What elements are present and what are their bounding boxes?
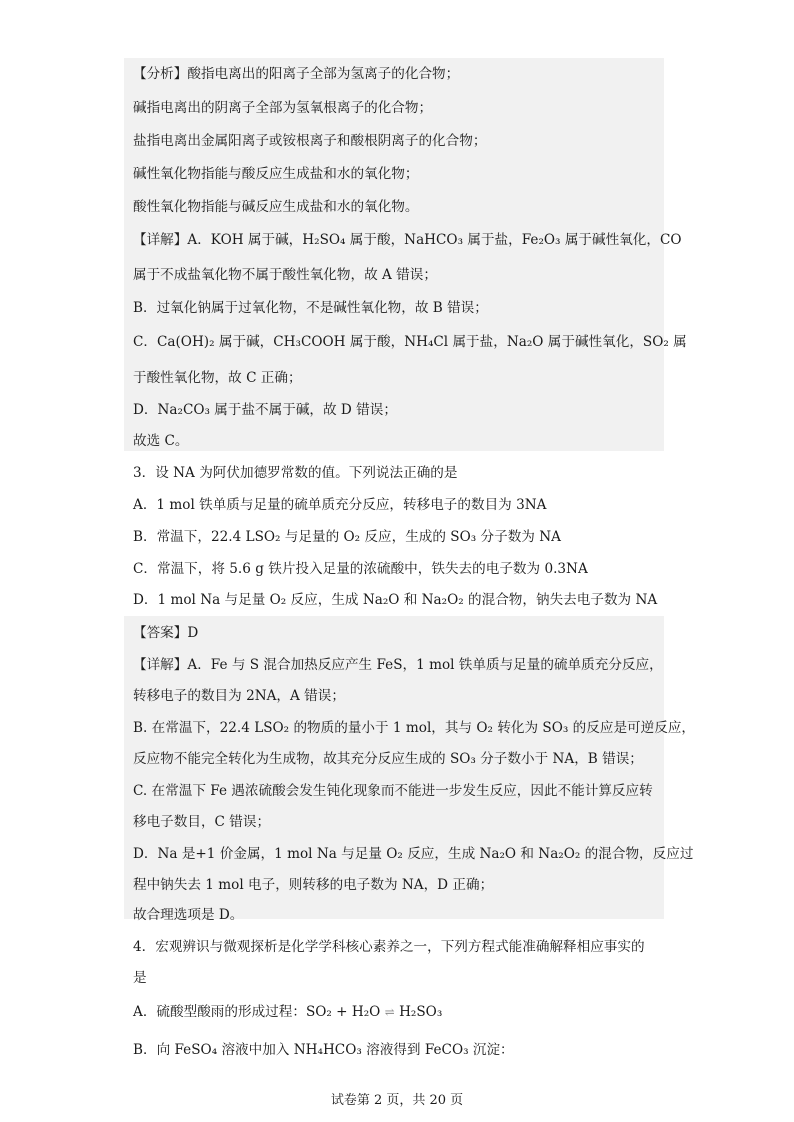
- page-footer: 试卷第 2 页，共 20 页: [330, 1093, 464, 1108]
- question-3-option-a: A．1 mol 铁单质与足量的硫单质充分反应，转移电子的数目为 3NA: [133, 497, 547, 513]
- detail-line: 转移电子的数目为 2NA，A 错误；: [133, 688, 345, 704]
- detail-line: C．Ca(OH)₂ 属于碱，CH₃COOH 属于酸，NH₄Cl 属于盐，Na₂O 属于碱性氧化，SO₂ 属: [133, 334, 687, 350]
- question-3-answer: 【答案】D: [133, 625, 199, 641]
- detail-line: 故合理选项是 D。: [133, 907, 244, 923]
- question-4-stem: 4．宏观辨识与微观探析是化学学科核心素养之一，下列方程式能准确解释相应事实的: [133, 939, 645, 955]
- detail-line: 于酸性氧化物，故 C 正确；: [133, 370, 302, 386]
- question-4-option-a: [133, 1002, 442, 1022]
- analysis-line: 碱性氧化物指能与酸反应生成盐和水的氧化物；: [133, 166, 419, 182]
- detail-line: 反应物不能完全转化为生成物，故其充分反应生成的 SO₃ 分子数小于 NA，B 错误；: [133, 751, 643, 767]
- analysis-line: 盐指电离出金属阳离子或铵根离子和酸根阴离子的化合物；: [133, 133, 487, 149]
- detail-line: 属于不成盐氧化物不属于酸性氧化物，故 A 错误；: [133, 267, 437, 283]
- detail-line: 【详解】A．KOH 属于碱，H₂SO₄ 属于酸，NaHCO₃ 属于盐，Fe₂O₃ 属于碱性氧化，CO: [133, 232, 682, 248]
- analysis-line: 【分析】酸指电离出的阳离子全部为氢离子的化合物；: [133, 66, 460, 82]
- detail-line: B．过氧化钠属于过氧化物，不是碱性氧化物，故 B 错误；: [133, 300, 488, 316]
- question-3-option-d: D．1 mol Na 与足量 O₂ 反应，生成 Na₂O 和 Na₂O₂ 的混合物，钠失去电子数为 NA: [133, 592, 658, 608]
- analysis-line: 碱指电离出的阴离子全部为氢氧根离子的化合物；: [133, 100, 433, 116]
- detail-line: 故选 C。: [133, 433, 189, 449]
- detail-line: B. 在常温下，22.4 LSO₂ 的物质的量小于 1 mol，其与 O₂ 转化为 SO₃ 的反应是可逆反应，: [133, 720, 696, 736]
- analysis-line: 酸性氧化物指能与碱反应生成盐和水的氧化物。: [133, 199, 419, 215]
- question-3-option-b: B．常温下，22.4 LSO₂ 与足量的 O₂ 反应，生成的 SO₃ 分子数为 NA: [133, 529, 561, 545]
- detail-line: D．Na₂CO₃ 属于盐不属于碱，故 D 错误；: [133, 402, 397, 418]
- option-a-text: A．硫酸型酸雨的形成过程：SO₂ + H₂O: [133, 1004, 381, 1020]
- detail-line: D．Na 是+1 价金属，1 mol Na 与足量 O₂ 反应，生成 Na₂O 和 Na₂O₂ 的混合物，反应过: [133, 846, 694, 862]
- question-3-stem: 3．设 NA 为阿伏加德罗常数的值。下列说法正确的是: [133, 465, 458, 481]
- question-4-stem: 是: [133, 970, 147, 986]
- question-4-option-b: B．向 FeSO₄ 溶液中加入 NH₄HCO₃ 溶液得到 FeCO₃ 沉淀：: [133, 1042, 514, 1058]
- detail-line: 移电子数目，C 错误；: [133, 814, 271, 830]
- equilibrium-arrow-icon: ⇌: [384, 1005, 395, 1019]
- detail-line: 程中钠失去 1 mol 电子，则转移的电子数为 NA，D 正确；: [133, 877, 494, 893]
- question-3-option-c: C．常温下，将 5.6 g 铁片投入足量的浓硫酸中，铁失去的电子数为 0.3NA: [133, 561, 588, 577]
- option-a-product: H₂SO₃: [399, 1004, 443, 1020]
- detail-line: 【详解】A．Fe 与 S 混合加热反应产生 FeS，1 mol 铁单质与足量的硫单质充分反应，: [133, 657, 663, 673]
- detail-line: C. 在常温下 Fe 遇浓硫酸会发生钝化现象而不能进一步发生反应，因此不能计算反应转: [133, 783, 653, 799]
